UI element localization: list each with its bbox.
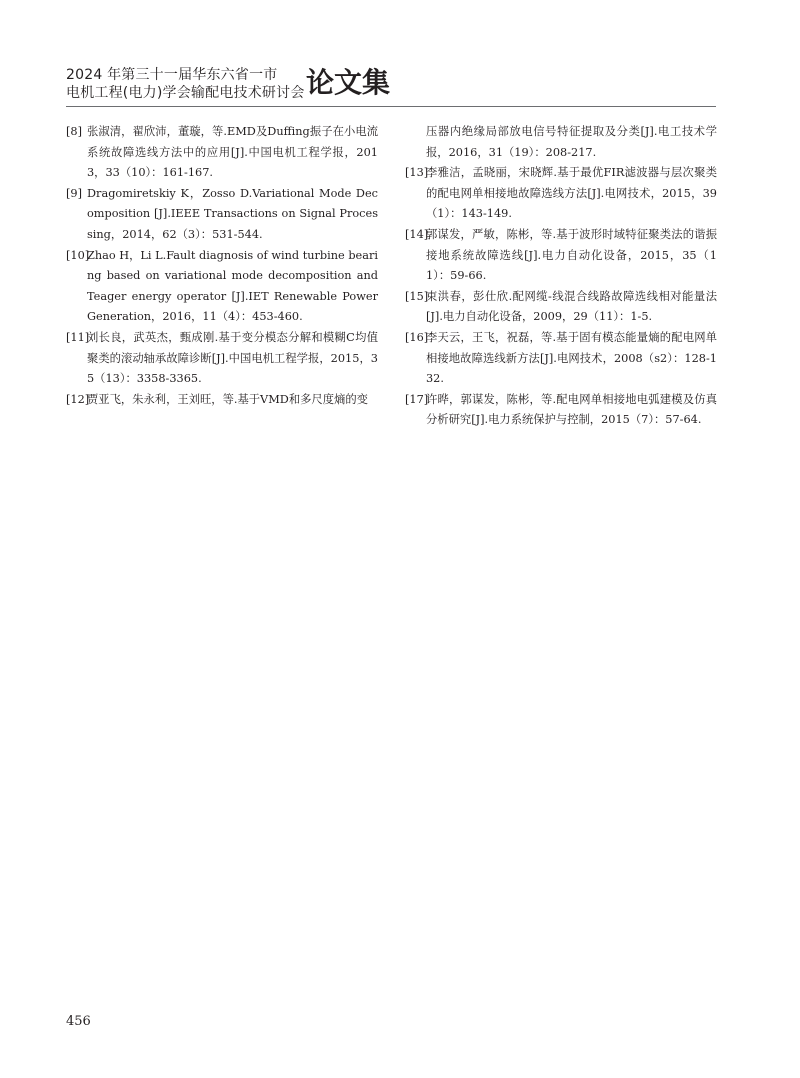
- reference-item: [66, 390, 378, 411]
- page-number: 456: [66, 1014, 91, 1029]
- references-left-column: [66, 122, 378, 410]
- reference-text: 许晔，郭谋发，陈彬，等.配电网单相接地电弧建模及仿真分析研究[J].电力系统保护与控制，2015（7）：57-64.: [426, 392, 717, 427]
- reference-item: [66, 246, 378, 328]
- reference-text: 刘长良，武英杰，甄成刚.基于变分模态分解和模糊C均值聚类的滚动轴承故障诊断[J].中国电机工程学报，2015，35（13）：3358-3365.: [87, 330, 378, 386]
- reference-number: [8]: [66, 125, 83, 138]
- running-header: [66, 64, 716, 108]
- reference-text: Zhao H，Li L.Fault diagnosis of wind turbine bearing based on variational mode decomposition and Teager energy operator [J].IET Renewable Power Generation，2016，11（4）：453-460.: [87, 248, 378, 324]
- reference-number: [11]: [66, 330, 90, 344]
- reference-text: 郭谋发，严敏，陈彬，等.基于波形时域特征聚类法的谐振接地系统故障选线[J].电力自动化设备，2015，35（11）：59-66.: [426, 227, 717, 283]
- reference-item: [66, 122, 378, 184]
- reference-text: 贾亚飞，朱永利，王刘旺，等.基于VMD和多尺度熵的变: [87, 392, 368, 406]
- reference-number: [15]: [405, 289, 429, 303]
- reference-number: [16]: [405, 330, 429, 344]
- reference-text: 李雅洁，孟晓丽，宋晓辉.基于最优FIR滤波器与层次聚类的配电网单相接地故障选线方法[J].电网技术，2015，39（1）：143-149.: [426, 166, 717, 221]
- reference-number: [13]: [405, 166, 429, 180]
- header-divider: [66, 106, 716, 107]
- proceedings-title: 论文集: [306, 66, 391, 99]
- reference-item: [66, 184, 378, 246]
- reference-item: [405, 328, 717, 390]
- reference-number: [9]: [66, 186, 83, 200]
- references-right-column: [405, 122, 717, 431]
- conference-title-line2: 电机工程(电力)学会输配电技术研讨会: [66, 85, 305, 101]
- reference-text: 束洪春，彭仕欣.配网缆-线混合线路故障选线相对能量法[J].电力自动化设备，2009，29（11）：1-5.: [426, 289, 717, 324]
- conference-title: [66, 66, 305, 102]
- reference-text: 压器内绝缘局部放电信号特征提取及分类[J].电工技术学报，2016，31（19）：208-217.: [426, 125, 717, 159]
- reference-item: [405, 163, 717, 225]
- reference-item: [66, 328, 378, 390]
- reference-text: Dragomiretskiy K，Zosso D.Variational Mode Decomposition [J].IEEE Transactions on Signal Processing，2014，62（3）：531-544.: [87, 186, 378, 241]
- reference-number: [12]: [66, 392, 90, 406]
- reference-number: [10]: [66, 248, 90, 262]
- reference-number: [17]: [405, 392, 429, 406]
- reference-item: [405, 225, 717, 287]
- reference-continuation: [405, 122, 717, 163]
- reference-item: [405, 390, 717, 431]
- reference-item: [405, 287, 717, 328]
- reference-text: 张淑清，翟欣沛，董璇，等.EMD及Duffing振子在小电流系统故障选线方法中的应用[J].中国电机工程学报，2013，33（10）：161-167.: [87, 125, 378, 180]
- conference-title-line1: 2024 年第三十一届华东六省一市: [66, 67, 278, 83]
- reference-number: [14]: [405, 227, 429, 241]
- reference-text: 李天云，王飞，祝磊，等.基于固有模态能量熵的配电网单相接地故障选线新方法[J].电网技术，2008（s2）：128-132.: [426, 330, 717, 386]
